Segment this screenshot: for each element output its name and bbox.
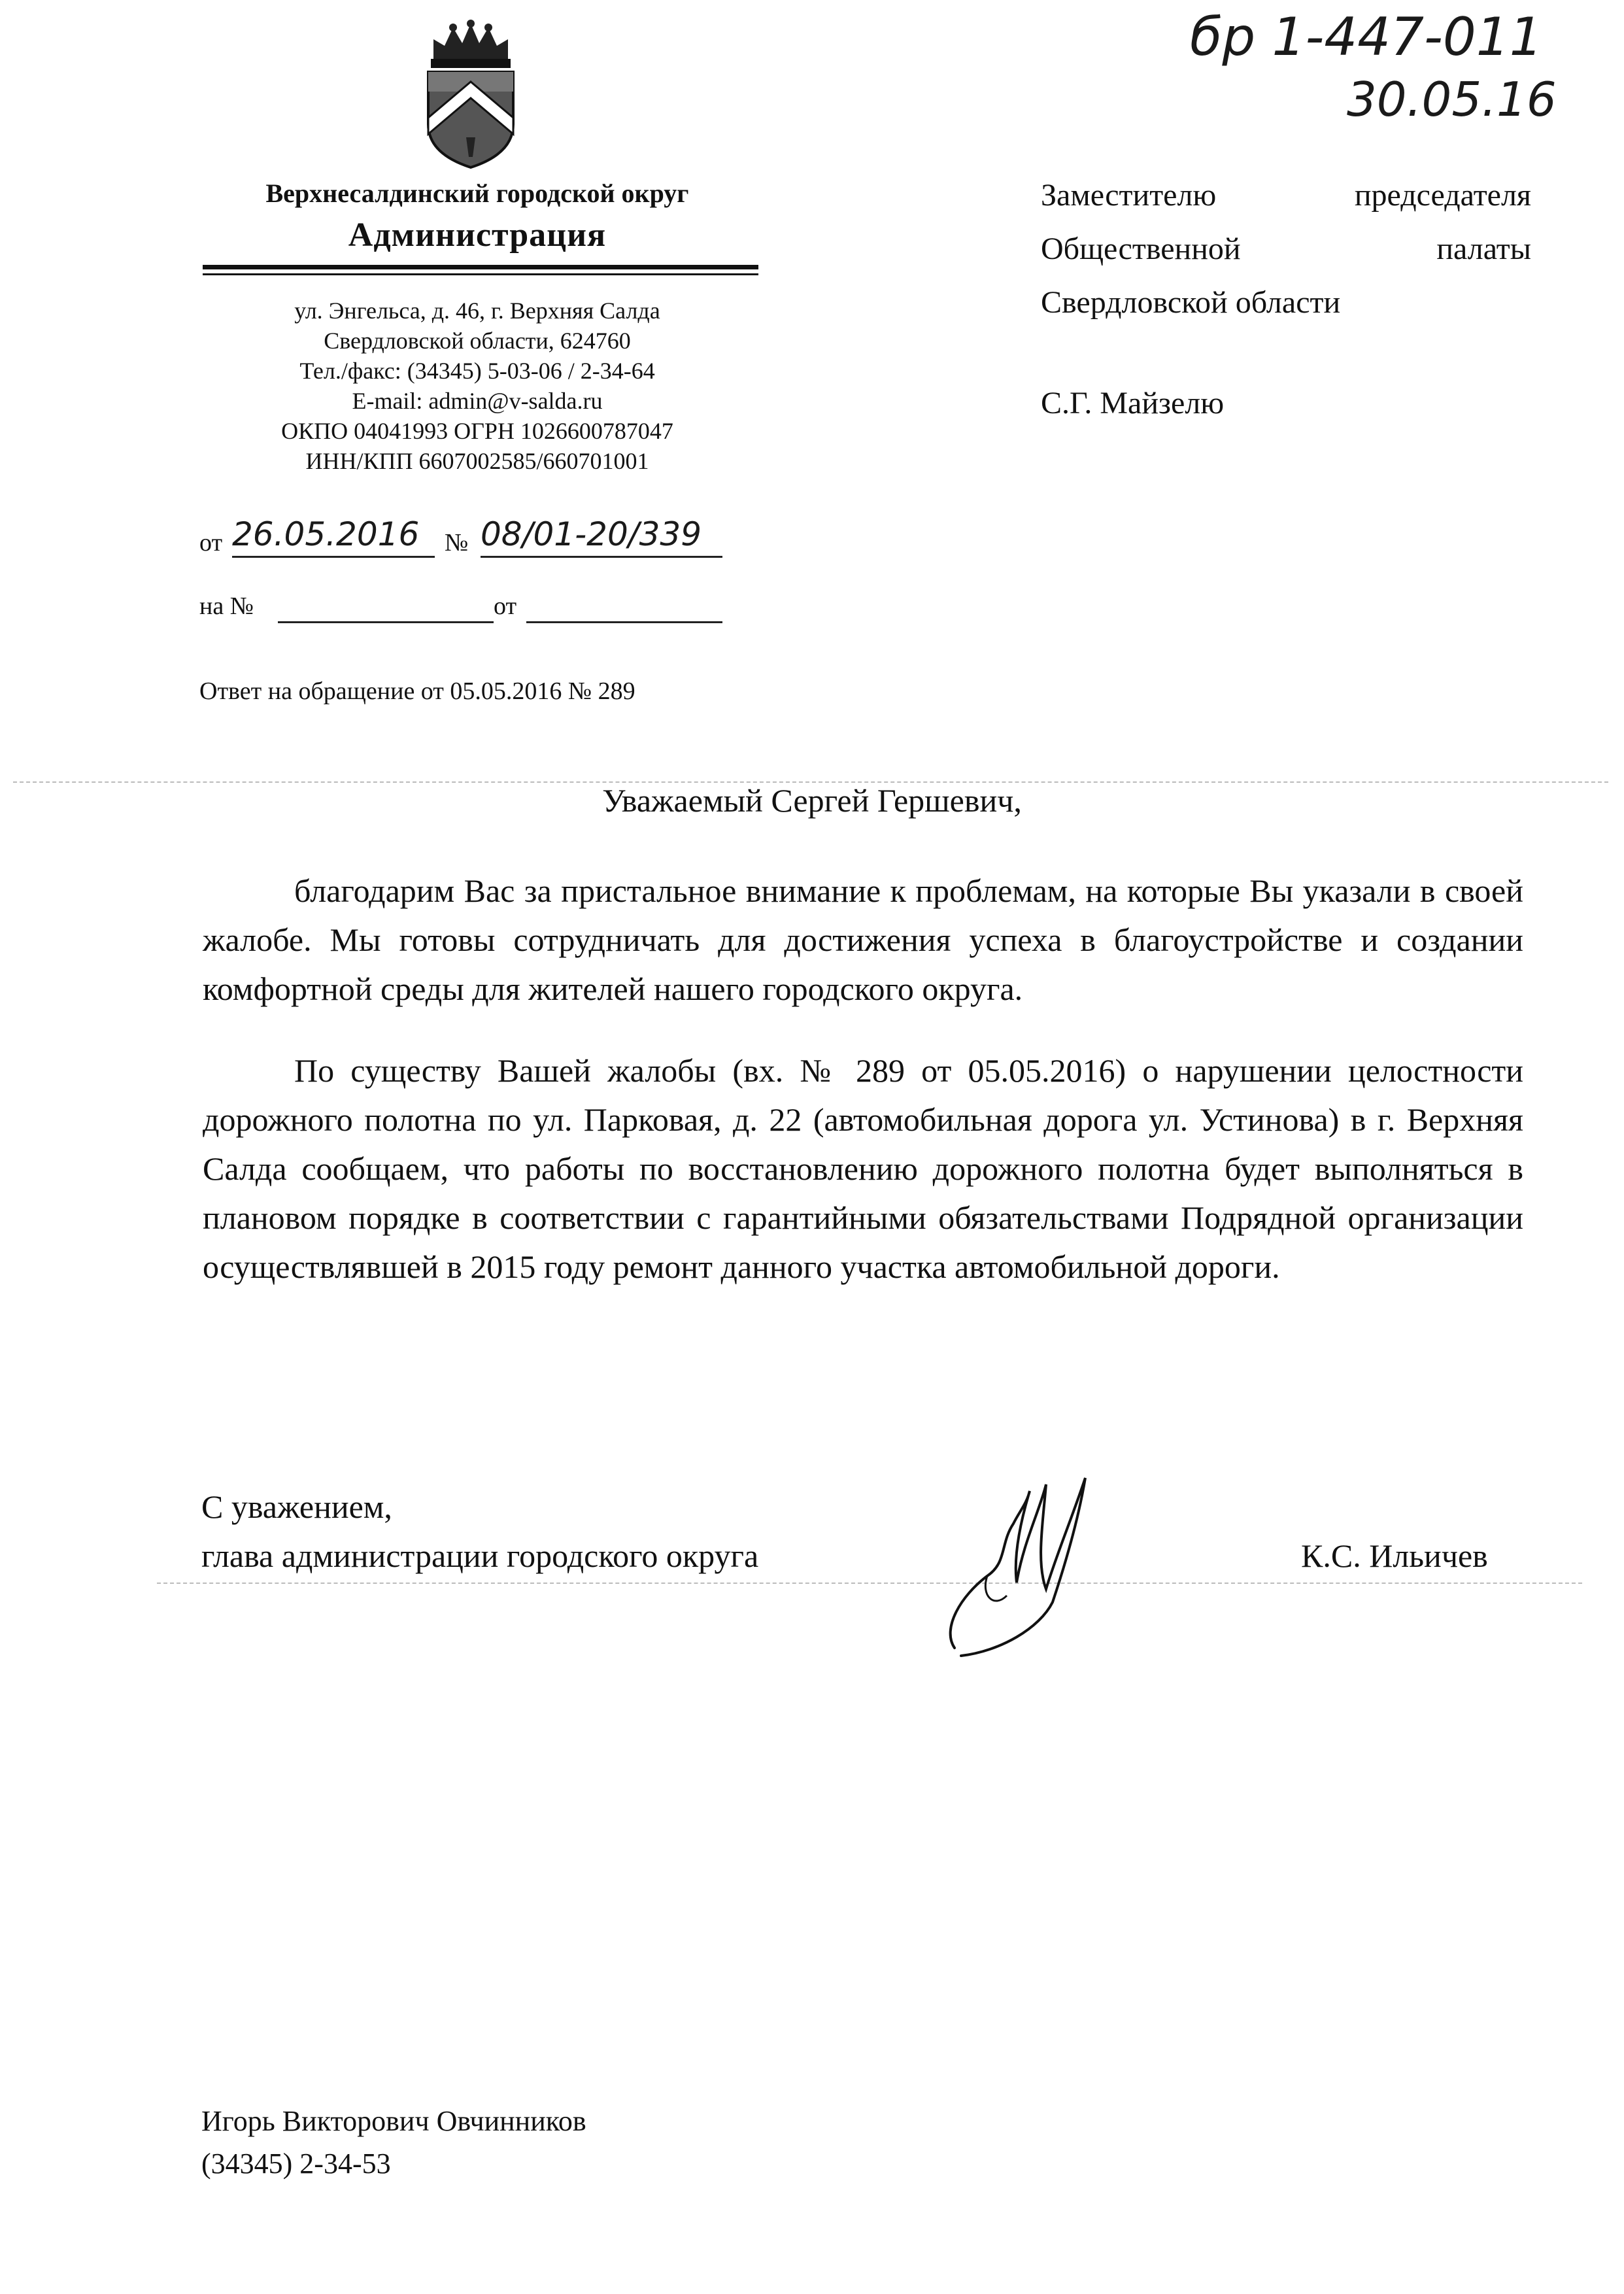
signature-icon	[915, 1465, 1138, 1661]
address-line: ул. Энгельса, д. 46, г. Верхняя Салда	[294, 298, 660, 324]
body-paragraph-2: По существу Вашей жалобы (вх. № 289 от 05.05.2016) о нарушении целостности дорожного полотна по ул. Парковая, д. 22 (автомобильная дорога ул. Устинова) в г. Верхняя Салда сообщаем, что работы по восстановлению дорожного полотна будет выполняться в плановом порядке в соответствии с гарантийными обязательствами Подрядной организации осуществлявшей в 2015 году ремонт данного участка автомобильной дороги.	[203, 1052, 1523, 1285]
ref-on-from-label: от	[494, 592, 517, 620]
address-line: Тел./факс: (34345) 5-03-06 / 2-34-64	[299, 358, 655, 384]
signer-name: К.С. Ильичев	[1301, 1537, 1488, 1574]
coat-of-arms-icon	[422, 20, 520, 169]
sender-address-block	[203, 296, 752, 476]
ref-date-value: 26.05.2016	[232, 515, 435, 558]
executor-phone: (34345) 2-34-53	[201, 2148, 391, 2180]
letter-subject: Ответ на обращение от 05.05.2016 № 289	[199, 677, 635, 705]
ref-number-label: №	[445, 529, 469, 556]
ref-from-label: от	[199, 529, 223, 556]
recipient-line: Свердловской области	[1041, 285, 1341, 320]
scan-artifact-line	[157, 1583, 1582, 1584]
sender-org-name: Верхнесалдинский городской округ	[265, 179, 689, 208]
header-divider-thin	[203, 273, 758, 275]
salutation: Уважаемый Сергей Гершевич,	[602, 782, 1022, 819]
sender-admin-title: Администрация	[348, 216, 607, 254]
header-divider	[203, 265, 758, 269]
recipient-line: палаты	[1436, 231, 1531, 266]
recipient-block	[1041, 169, 1531, 430]
executor-name: Игорь Викторович Овчинников	[201, 2105, 586, 2137]
registration-date: 30.05.16	[1347, 72, 1557, 127]
ref-on-from-blank	[526, 595, 722, 623]
address-line: ИНН/КПП 6607002585/660701001	[305, 448, 649, 474]
recipient-line: Заместителю	[1041, 178, 1217, 213]
closing-regards: С уважением,	[201, 1488, 392, 1525]
recipient-line: Общественной	[1041, 231, 1241, 266]
address-line: ОКПО 04041993 ОГРН 1026600787047	[281, 418, 673, 444]
body-paragraph-1: благодарим Вас за пристальное внимание к проблемам, на которые Вы указали в своей жалобе. Мы готовы сотрудничать для достижения успеха в благоустройстве и создании комфортной среды для жителей нашего городского округа.	[203, 872, 1523, 1007]
ref-number-value: 08/01-20/339	[481, 515, 722, 558]
recipient-line: председателя	[1354, 178, 1531, 213]
email-line: E-mail: admin@v-salda.ru	[352, 388, 603, 414]
signer-position: глава администрации городского округа	[201, 1537, 759, 1574]
ref-on-label: на №	[199, 592, 254, 620]
recipient-name: С.Г. Майзелю	[1041, 386, 1225, 420]
ref-on-blank	[278, 595, 494, 623]
registration-number: бр 1-447-011	[1190, 7, 1543, 67]
address-line: Свердловской области, 624760	[324, 328, 631, 354]
